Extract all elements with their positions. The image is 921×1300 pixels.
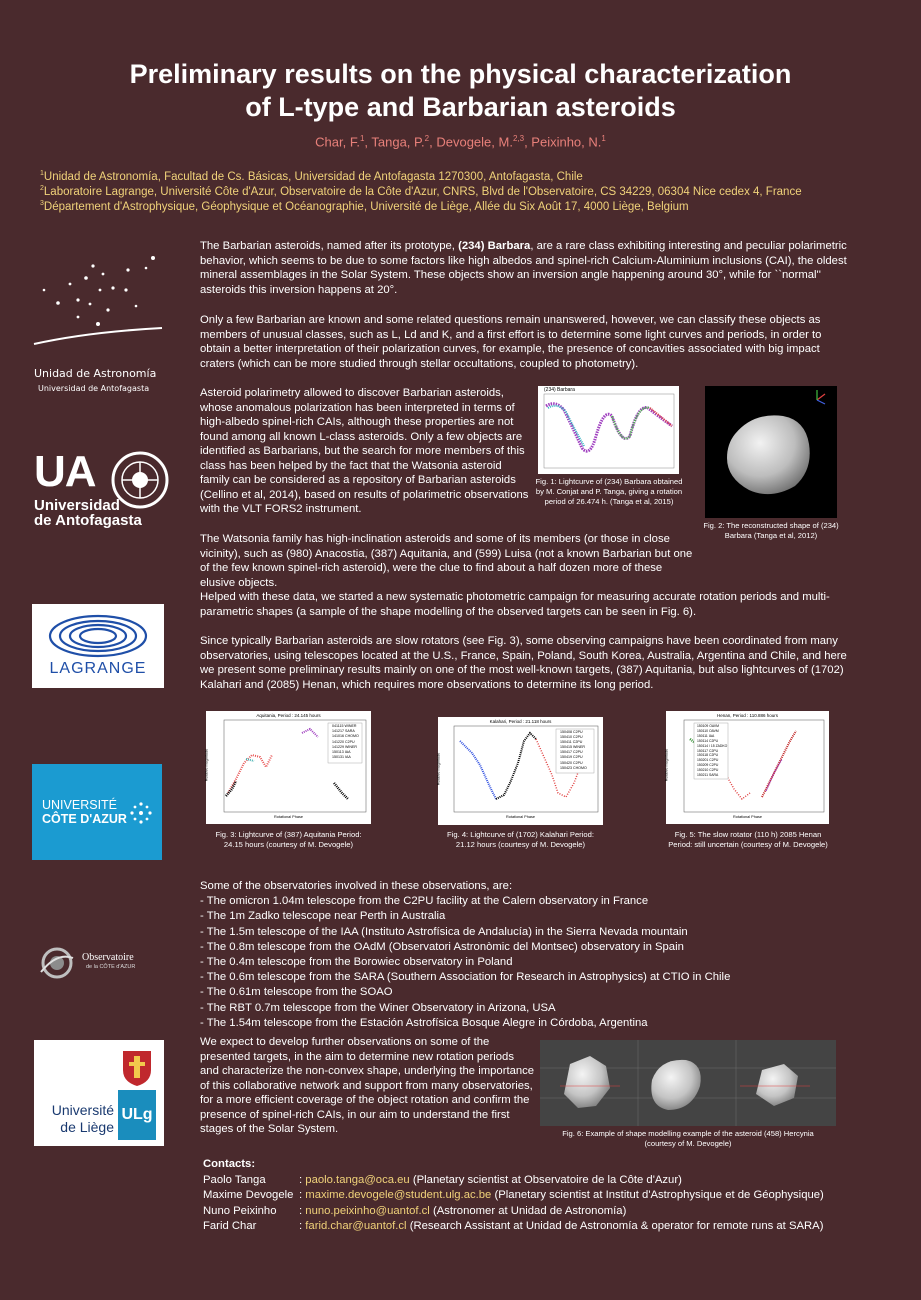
logo-text: Universidad de Antofagasta bbox=[38, 384, 150, 393]
poster-title bbox=[0, 58, 921, 124]
axis-label-x: Rotational Phase bbox=[733, 815, 762, 819]
author: Peixinho, N. bbox=[531, 134, 602, 150]
affiliation-1: $^1$Unidad de Astronomía, Facultad de Cs. Básicas, Universidad de Antofagasta 1270300, Antofagasta, Chile bbox=[40, 170, 583, 183]
universite-liege-logo bbox=[34, 1040, 164, 1146]
email-link[interactable]: maxime.devogele@student.ulg.ac.be bbox=[305, 1189, 492, 1201]
email-link[interactable]: paolo.tanga@oca.eu bbox=[305, 1173, 410, 1186]
logo-text: Université bbox=[51, 1102, 114, 1118]
figure-1-caption: Fig. 1: Lightcurve of (234) Barbara obtained by M. Conjat and P. Tanga, giving a rotation period of 26.474 h. (Tanga et al, 2015) bbox=[535, 477, 683, 506]
author: Tanga, P. bbox=[371, 134, 425, 150]
axis-label-x: Rotational Phase bbox=[274, 815, 303, 819]
logo-text: UA bbox=[34, 447, 96, 496]
author: Devogele, M. bbox=[436, 134, 513, 150]
lagrange-logo bbox=[32, 604, 164, 688]
figure-6-shape-models bbox=[540, 1040, 836, 1126]
figure-2-shape bbox=[705, 386, 837, 518]
logo-text: Universidad bbox=[34, 497, 120, 514]
asteroid-shape-image bbox=[705, 386, 837, 518]
contacts-section bbox=[203, 1157, 824, 1235]
list-item: - The omicron 1.04m telescope from the C2PU facility at the Calern observatory in France bbox=[200, 895, 649, 908]
liege-crest-icon bbox=[120, 1048, 154, 1088]
figure-5-lightcurve bbox=[666, 711, 829, 824]
list-item: - The 0.61m telescope from the SOAO bbox=[200, 986, 393, 999]
logo-text: ULg bbox=[118, 1090, 156, 1140]
university-seal-icon bbox=[110, 450, 170, 510]
affiliation-3: $^3$Département d'Astrophysique, Géophysique et Océanographie, Université de Liège, Allée du Six Août 17, 4000 Liège, Belgium bbox=[40, 200, 689, 213]
observatory-list bbox=[200, 879, 850, 1031]
axis-label-y: Relative magnitude bbox=[204, 748, 209, 782]
paragraph-5: Helped with these data, we started a new systematic photometric campaign for measuring accurate rotation periods and multi-parametric shapes (a sample of the shape modelling of the observed targets can be seen in Fig. 6). bbox=[200, 591, 830, 618]
figure-4-lightcurve bbox=[438, 717, 603, 825]
figure-3-caption: Fig. 3: Lightcurve of (387) Aquitania Period: 24.15 hours (courtesy of M. Devogele) bbox=[215, 830, 362, 849]
logo-text: de Antofagasta bbox=[34, 512, 142, 529]
logo-text: de Liège bbox=[60, 1119, 114, 1135]
figure-3-lightcurve bbox=[206, 711, 371, 824]
chart-title: Aquitania, Period : 24.145 hours bbox=[256, 713, 321, 718]
universite-cote-azur-logo bbox=[32, 764, 162, 860]
contact-row: Farid Char : farid.char@uantof.cl (Research Assistant at Unidad de Astronomía & operator for remote runs at SARA) bbox=[203, 1220, 824, 1232]
shape-model-render bbox=[540, 1040, 836, 1126]
paragraph-intro: The Barbarian asteroids, named after its prototype, (234) Barbara, are a rare class exhibiting interesting and peculiar polarimetric behavior, which seems to be due to some factors like high albedos and spinel-rich Calcium-Aluminium inclusions (CAI), the oldest mineral assemblages in the Solar System. These objects show an inversion angle happening around 30°, while for ``normal'' asteroids this inversion happens at 20°. bbox=[200, 240, 847, 296]
paragraph-conclusion: We expect to develop further observations on some of the presented targets, in the aim to determine new rotation periods and characterize the non-convex shape, underlying the importance of this collaborative network and support from many observatories, for a more efficient coverage of the object rotation and confirm the presence of spinel-rich CAIs, in our aim to understand the first stages of the Solar System. bbox=[200, 1036, 535, 1135]
contact-row: Maxime Devogele : maxime.devogele@student.ulg.ac.be (Planetary scientist at Institut d'Astrophysique et de Géophysique) bbox=[203, 1189, 824, 1201]
axis-label-y: Relative magnitude bbox=[436, 752, 441, 786]
chart-title: Kalahari, Period : 21.118 hours bbox=[489, 719, 552, 724]
axis-label-x: Rotational Phase bbox=[506, 815, 535, 819]
chart-title: Henan, Period : 110.886 hours bbox=[717, 713, 778, 718]
bold-target: (234) Barbara bbox=[458, 240, 531, 252]
list-intro: Some of the observatories involved in these observations, are: bbox=[200, 880, 513, 892]
paragraph-3: Asteroid polarimetry allowed to discover Barbarian asteroids, whose anomalous polarization has been interpreted in terms of high-albedo spinel-rich CAIs, although these properties are not found among all known L-class asteroids. Only a few objects are identified as Barbarians, but the search for more members of this class has been helped by the fact that the Watsonia asteroid family can be considered as a repository of Barbarian asteroids (Cellino et al, 2014), based on results of polarimetric observations with the VLT FORS2 instrument. bbox=[200, 387, 529, 515]
chart-legend: 150109 OAVM 150110 OAVM 150111 IAA 150114 C2PU 150114 / 15 ZADKO 150117 C2PU 150118 C2PU 150201 C2PU 150209 C2PU 150210 C2PU 150211 SARA bbox=[697, 724, 728, 778]
observatoire-cote-azur-logo bbox=[38, 946, 178, 982]
lagrange-swirl-icon bbox=[46, 612, 150, 660]
lightcurve-plot bbox=[538, 386, 679, 474]
author-list: Char, F.$^1$, Tanga, P.$^2$, Devogele, M.$^{2,3}$, Peixinho, N.$^1$ bbox=[315, 134, 606, 150]
list-item: - The 0.4m telescope from the Borowiec observatory in Poland bbox=[200, 956, 513, 969]
figure-2-caption: Fig. 2: The reconstructed shape of (234) Barbara (Tanga et al, 2012) bbox=[703, 521, 839, 540]
list-item: - The 0.6m telescope from the SARA (Southern Association for Research in Astrophysics) at CTIO in Chile bbox=[200, 971, 731, 984]
list-item: - The 1.54m telescope from the Estación Astrofísica Bosque Alegre in Córdoba, Argentina bbox=[200, 1016, 648, 1029]
contacts-heading: Contacts: bbox=[203, 1158, 256, 1170]
logo-text: LAGRANGE bbox=[49, 660, 147, 677]
figure-1-lightcurve bbox=[538, 386, 679, 474]
title-line-2: of L-type and Barbarian asteroids bbox=[245, 92, 676, 122]
author: Char, F. bbox=[315, 134, 360, 150]
affiliation-2: $^2$Laboratoire Lagrange, Université Côte d'Azur, Observatoire de la Côte d'Azur, CNRS, Blvd de l'Observatoire, CS 34229, 06304 Nice cedex 4, France bbox=[40, 185, 802, 198]
paragraph-2: Only a few Barbarian are known and some related questions remain unanswered, however, we can classify these objects as members of unusual classes, such as L, Ld and K, and a first effort is to determine some light curves and periods, in order to obtain a better interpretation of their polarization curves, for example, the presence of concavities associated with big impact craters (which can be more studied through stellar occultations, coupled to photometry). bbox=[200, 314, 822, 370]
logo-text: Observatoire bbox=[82, 952, 134, 963]
figure-5-caption: Fig. 5: The slow rotator (110 h) 2085 Henan Period: still uncertain (courtesy of M. Devogele) bbox=[668, 830, 828, 849]
unidad-astronomia-logo bbox=[28, 240, 168, 393]
logo-text: CÔTE D'AZUR bbox=[42, 812, 127, 826]
email-link[interactable]: farid.char@uantof.cl bbox=[305, 1220, 407, 1232]
list-item: - The 1m Zadko telescope near Perth in Australia bbox=[200, 910, 446, 923]
chart-legend: 041115 WINER 141217 SARA 141016 CHOMO 141220 C2PU 141229 WINER 150113 IAA 150131 IAA bbox=[332, 724, 359, 760]
constellation-icon bbox=[28, 240, 168, 350]
logo-text: UNIVERSITÉ bbox=[42, 798, 118, 812]
contact-row: Nuno Peixinho : nuno.peixinho@uantof.cl (Astronomer at Unidad de Astronomía) bbox=[203, 1204, 627, 1217]
list-item: - The RBT 0.7m telescope from the Winer Observatory in Arizona, USA bbox=[200, 1001, 556, 1014]
paragraph-6: Since typically Barbarian asteroids are slow rotators (see Fig. 3), some observing campaigns have been coordinated from many observatories, using telescopes located at the U.S., France, Spain, Poland, South Korea, Australia, Argentina and Chile, and here we present some preliminary results mainly on one of the most well-known targets, (387) Aquitania, but also lightcurves of (1702) Kalahari and (2085) Henan, which requires more observations to determine its long period. bbox=[200, 635, 847, 691]
email-link[interactable]: nuno.peixinho@uantof.cl bbox=[305, 1204, 430, 1217]
logo-text: Unidad de Astronomía bbox=[34, 367, 157, 380]
paragraph-4: The Watsonia family has high-inclination asteroids and some of its members (or those in close vicinity), such as (980) Anacostia, (387) Aquitania, and (599) Luisa (not a known Barbarian but one of the few known spinel-rich asteroid), were the clue to find about a half dozen more of these elusive objects. bbox=[200, 533, 693, 589]
figure-6-caption: Fig. 6: Example of shape modelling example of the asteroid (458) Hercynia (courtesy of M. Devogele) bbox=[562, 1129, 814, 1148]
title-line-1: Preliminary results on the physical characterization bbox=[129, 59, 792, 89]
observatory-swirl-icon bbox=[38, 946, 76, 980]
dots-icon bbox=[128, 800, 154, 826]
contact-row: Paolo Tanga : paolo.tanga@oca.eu (Planetary scientist at Observatoire de la Côte d'Azur) bbox=[203, 1173, 682, 1186]
lightcurve-plot bbox=[666, 711, 829, 824]
universidad-antofagasta-logo bbox=[34, 447, 174, 540]
chart-title: (234) Barbara bbox=[544, 387, 575, 393]
list-item: - The 1.5m telescope of the IAA (Instituto Astrofísica de Andalucía) in the Sierra Nevada mountain bbox=[200, 925, 688, 938]
list-item: - The 0.8m telescope from the OAdM (Observatori Astronòmic del Montsec) observatory in Spain bbox=[200, 940, 684, 953]
figure-4-caption: Fig. 4: Lightcurve of (1702) Kalahari Period: 21.12 hours (courtesy of M. Devogele) bbox=[447, 830, 594, 849]
axis-label-y: Relative magnitude bbox=[664, 748, 669, 782]
logo-text: de la CÔTE d'AZUR bbox=[86, 964, 136, 970]
chart-legend: 150408 C2PU 150410 C2PU 150411 C2PU 150415 WINER 150417 C2PU 150419 C2PU 150420 C2PU 150423 CHOMO bbox=[560, 730, 587, 770]
